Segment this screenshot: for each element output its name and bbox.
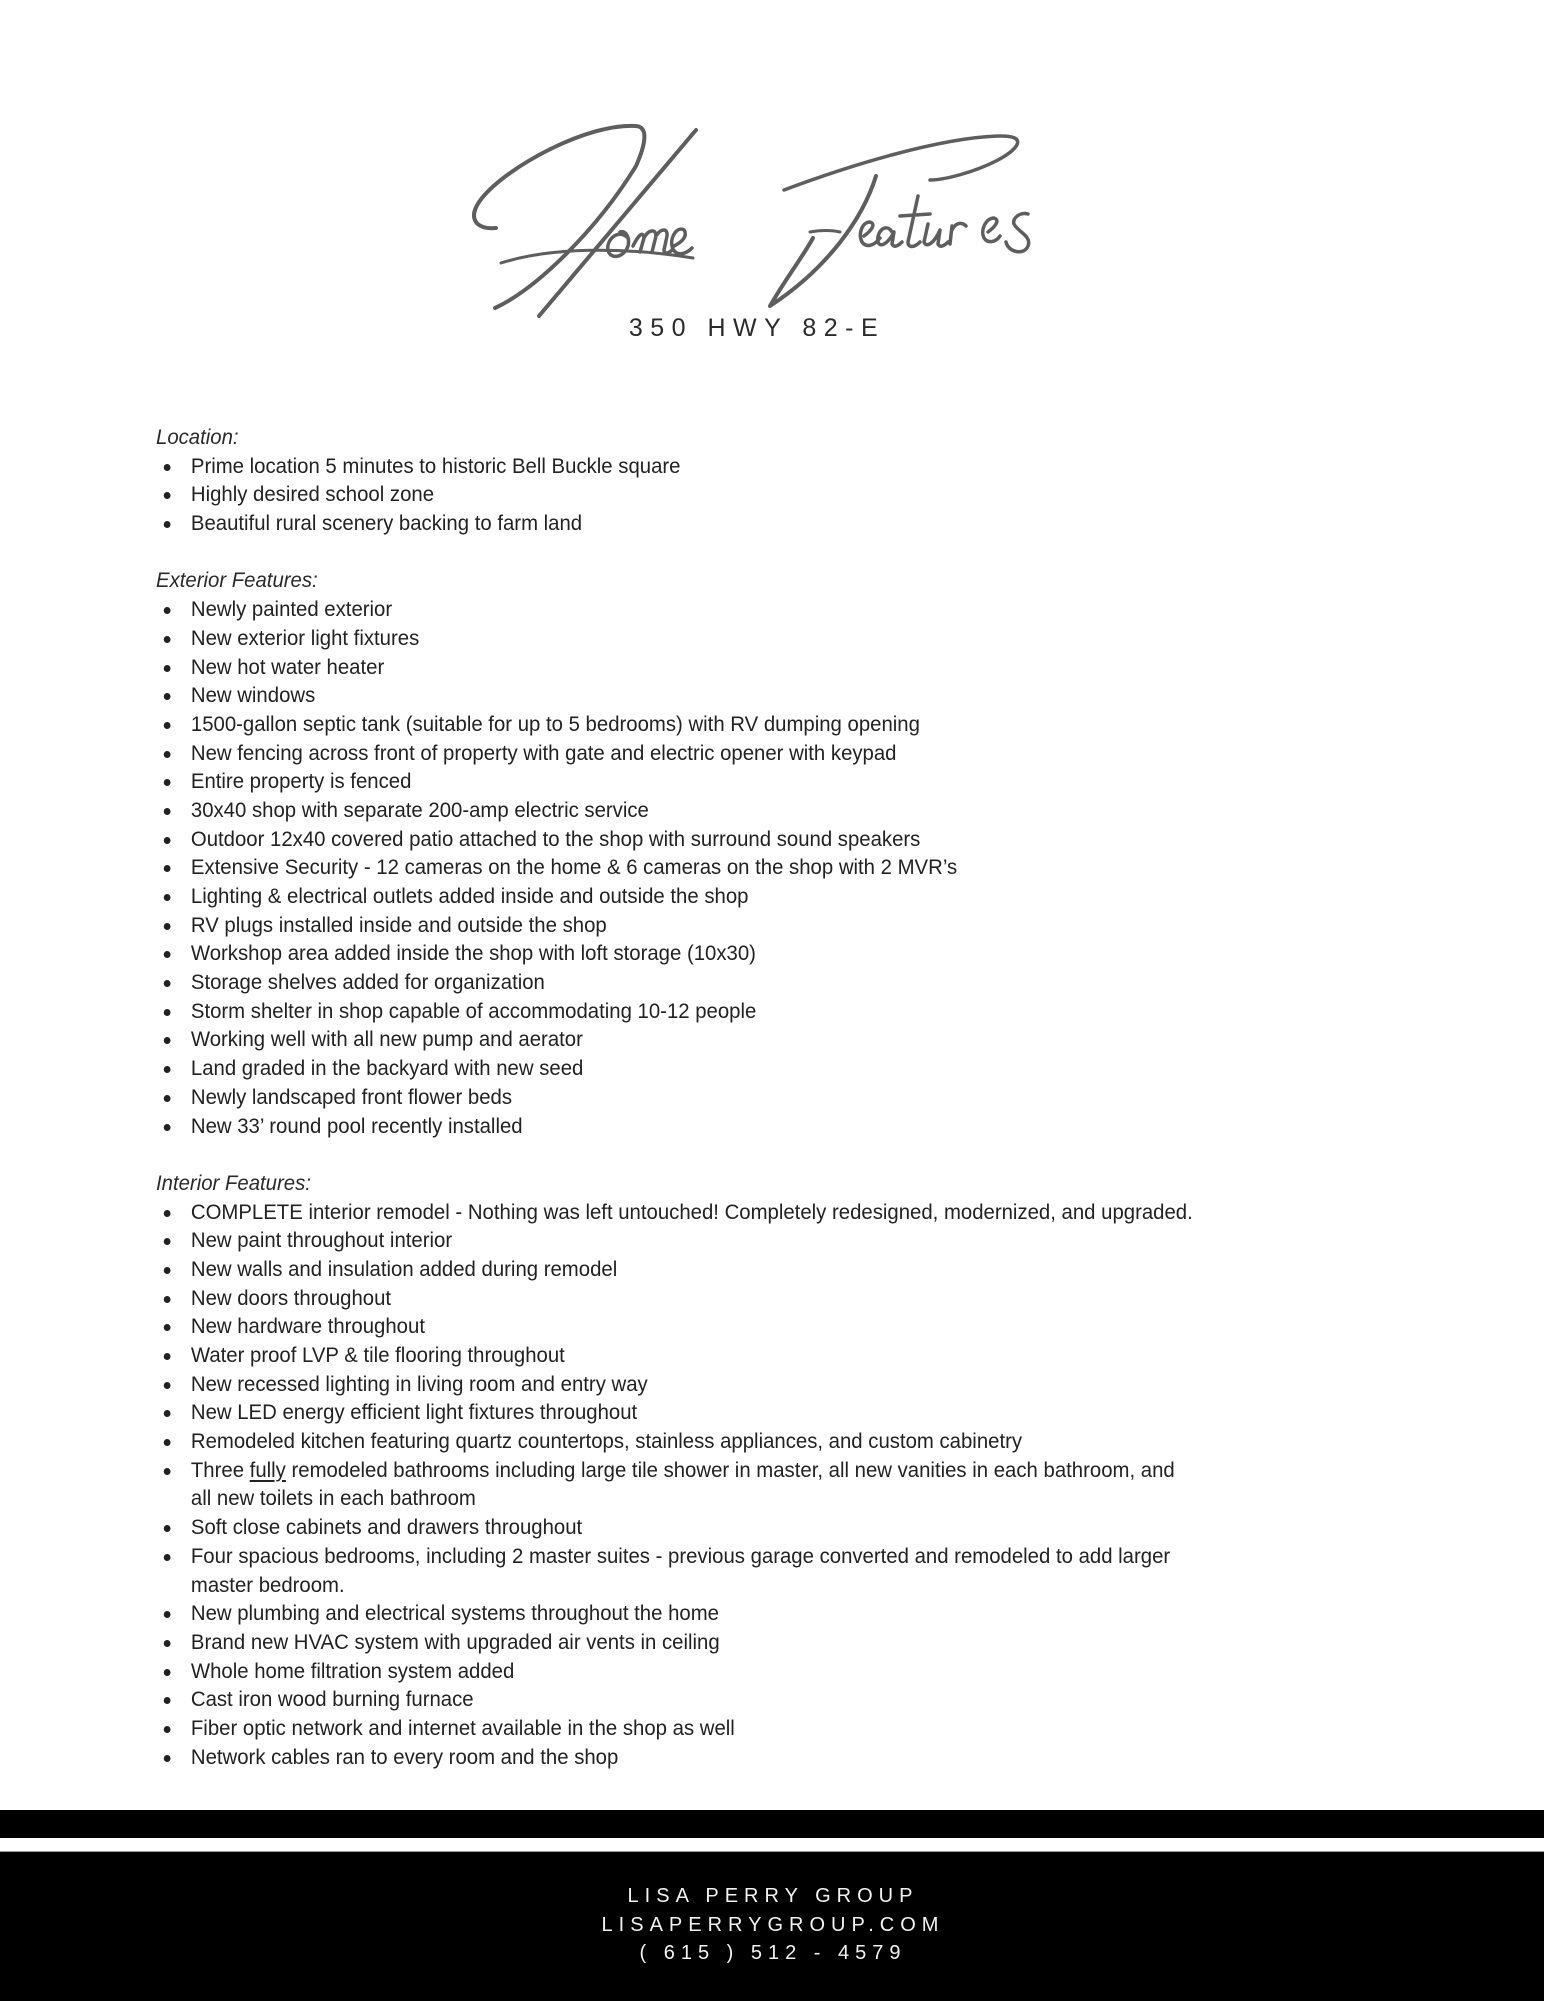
list-item bbox=[156, 596, 1396, 625]
bullet-icon bbox=[164, 1640, 171, 1647]
footer-company-name: LISA PERRY GROUP bbox=[627, 1885, 919, 1907]
list-item bbox=[156, 1629, 1396, 1658]
list-item bbox=[156, 883, 1396, 912]
property-address: 350 HWY 82-E bbox=[628, 314, 886, 342]
list-item bbox=[156, 1026, 1396, 1055]
list-item-text: 30x40 shop with separate 200-amp electric service bbox=[190, 798, 649, 822]
bullet-icon bbox=[164, 837, 171, 844]
bullet-icon bbox=[164, 1124, 171, 1131]
logo-stroke-f-flourish bbox=[784, 136, 1018, 190]
bullet-icon bbox=[164, 865, 171, 872]
list-item-text: New windows bbox=[190, 684, 316, 708]
list-item-text: Highly desired school zone bbox=[190, 483, 435, 507]
list-item-text: Remodeled kitchen featuring quartz countertops, stainless appliances, and custom cabinetry bbox=[190, 1430, 1023, 1454]
list-item-text: master bedroom. bbox=[190, 1573, 345, 1597]
list-item-text: Lighting & electrical outlets added inside and outside the shop bbox=[190, 885, 749, 908]
list-item bbox=[156, 654, 1396, 683]
bullet-icon bbox=[164, 1611, 171, 1618]
list-item-text: New walls and insulation added during remodel bbox=[190, 1257, 618, 1281]
list-item bbox=[156, 1371, 1396, 1400]
list-item-text: New plumbing and electrical systems throughout the home bbox=[190, 1602, 719, 1626]
list-item bbox=[156, 1113, 1396, 1142]
bullet-icon bbox=[164, 1009, 171, 1016]
bullet-icon bbox=[164, 1726, 171, 1733]
list-item-text: COMPLETE interior remodel - Nothing was left untouched! Completely redesigned, modernized, and upgraded. bbox=[190, 1200, 1193, 1224]
list-item-text: New doors throughout bbox=[190, 1286, 392, 1310]
bullet-icon bbox=[164, 1697, 171, 1704]
list-item bbox=[156, 969, 1396, 998]
list-item bbox=[156, 1543, 1396, 1572]
bullet-icon bbox=[164, 808, 171, 815]
list-item bbox=[156, 1313, 1396, 1342]
list-item bbox=[156, 510, 1396, 539]
list-item-text: Entire property is fenced bbox=[190, 770, 412, 794]
bullet-icon bbox=[164, 665, 171, 672]
bullet-icon bbox=[164, 1324, 171, 1331]
list-item-text: New exterior light fixtures bbox=[190, 626, 420, 650]
list-item-text: New LED energy efficient light fixtures throughout bbox=[190, 1401, 638, 1425]
logo-stroke-f-crossbar bbox=[810, 231, 840, 233]
list-item-text: Newly painted exterior bbox=[190, 598, 393, 622]
list-item bbox=[156, 625, 1396, 654]
list-item bbox=[156, 1256, 1396, 1285]
list-item-text: Water proof LVP & tile flooring throughout bbox=[190, 1344, 565, 1367]
list-item-text: Three bbox=[190, 1458, 250, 1482]
list-item bbox=[156, 1227, 1396, 1256]
list-item bbox=[156, 998, 1396, 1027]
list-item bbox=[156, 1342, 1396, 1371]
bullet-icon bbox=[164, 894, 171, 901]
list-item bbox=[156, 1399, 1396, 1428]
list-item-text: New paint throughout interior bbox=[190, 1229, 453, 1253]
list-item bbox=[156, 797, 1396, 826]
bullet-icon bbox=[164, 1037, 171, 1044]
list-item bbox=[156, 1199, 1396, 1228]
list-item bbox=[156, 1285, 1396, 1314]
footer bbox=[0, 1851, 1544, 2001]
list-item bbox=[156, 1084, 1396, 1113]
list-item bbox=[156, 740, 1396, 769]
list-item-text: Soft close cabinets and drawers throughout bbox=[190, 1516, 583, 1540]
list-item bbox=[156, 481, 1396, 510]
home-features-script-logo bbox=[468, 118, 1068, 322]
list-item-text: Beautiful rural scenery backing to farm land bbox=[190, 512, 583, 536]
bullet-icon bbox=[164, 1525, 171, 1532]
list-item bbox=[156, 912, 1396, 941]
bullet-icon bbox=[164, 1554, 171, 1561]
bullet-icon bbox=[164, 1267, 171, 1274]
list-item-text: Whole home filtration system added bbox=[190, 1659, 515, 1683]
list-item-continuation bbox=[156, 1485, 1396, 1514]
list-item bbox=[156, 682, 1396, 711]
list-item bbox=[156, 1715, 1396, 1744]
list-item bbox=[156, 854, 1396, 883]
list-item bbox=[156, 826, 1396, 855]
bullet-icon bbox=[164, 607, 171, 614]
bullet-icon bbox=[164, 1669, 171, 1676]
list-item-text: Brand new HVAC system with upgraded air vents in ceiling bbox=[190, 1630, 720, 1654]
footer-phone-number[interactable]: ( 615 ) 512 - 4579 bbox=[639, 1942, 907, 1964]
list-item-text: Fiber optic network and internet available in the shop as well bbox=[190, 1716, 735, 1740]
list-item-text: all new toilets in each bathroom bbox=[190, 1487, 476, 1511]
bullet-icon bbox=[164, 1439, 171, 1446]
list-item-text: Cast iron wood burning furnace bbox=[190, 1688, 474, 1712]
list-item-text: 1500-gallon septic tank (suitable for up to 5 bedrooms) with RV dumping opening bbox=[190, 712, 920, 736]
spacer bbox=[156, 1141, 1436, 1170]
list-item bbox=[156, 1055, 1396, 1084]
bullet-icon bbox=[164, 1066, 171, 1073]
bullet-icon bbox=[164, 722, 171, 729]
list-item bbox=[156, 768, 1396, 797]
list-item bbox=[156, 711, 1396, 740]
list-item-text: Land graded in the backyard with new seed bbox=[190, 1057, 584, 1081]
list-item bbox=[156, 1428, 1396, 1457]
list-item-text: Four spacious bedrooms, including 2 master suites - previous garage converted and remodeled to add larger bbox=[190, 1544, 1171, 1568]
list-item bbox=[156, 1514, 1396, 1543]
list-item bbox=[156, 1600, 1396, 1629]
list-item bbox=[156, 1658, 1396, 1687]
spacer bbox=[156, 539, 1436, 568]
list-item-text: New hot water heater bbox=[190, 655, 385, 679]
logo-stroke-h-stem bbox=[539, 130, 696, 316]
bullet-icon bbox=[164, 980, 171, 987]
logo-stroke-eatures bbox=[860, 196, 1028, 252]
list-item-text: Extensive Security - 12 cameras on the home & 6 cameras on the shop with 2 MVR’s bbox=[190, 856, 958, 880]
bullet-icon bbox=[164, 492, 171, 499]
bullet-icon bbox=[164, 636, 171, 643]
list-item bbox=[156, 1744, 1396, 1773]
bullet-icon bbox=[164, 521, 171, 528]
bullet-icon bbox=[164, 1238, 171, 1245]
footer-website-link[interactable]: LISAPERRYGROUP.COM bbox=[601, 1914, 945, 1936]
bullet-icon bbox=[164, 1210, 171, 1217]
list-item-text: Outdoor 12x40 covered patio attached to the shop with surround sound speakers bbox=[190, 827, 921, 851]
list-item-text: Storm shelter in shop capable of accommodating 10-12 people bbox=[190, 999, 757, 1023]
bullet-icon bbox=[164, 1296, 171, 1303]
list-item-text: New recessed lighting in living room and entry way bbox=[190, 1372, 648, 1396]
list-item-text: New fencing across front of property with gate and electric opener with keypad bbox=[190, 741, 897, 765]
bullet-icon bbox=[164, 923, 171, 930]
list-item-text: New 33’ round pool recently installed bbox=[190, 1114, 523, 1138]
bullet-icon bbox=[164, 1095, 171, 1102]
bullet-icon bbox=[164, 751, 171, 758]
list-item-text: New hardware throughout bbox=[190, 1315, 425, 1339]
list-item-text: Working well with all new pump and aerator bbox=[190, 1028, 583, 1052]
bullet-icon bbox=[164, 951, 171, 958]
bullet-icon bbox=[164, 1353, 171, 1360]
bullet-icon bbox=[164, 1410, 171, 1417]
list-item-text: RV plugs installed inside and outside the shop bbox=[190, 913, 607, 937]
list-item bbox=[156, 453, 1396, 482]
features-content bbox=[156, 424, 1436, 1772]
section-heading-exterior: Exterior Features: bbox=[156, 569, 318, 593]
list-item-text: remodeled bathrooms including large tile shower in master, all new vanities in each bathroom, and bbox=[285, 1458, 1175, 1482]
list-item-text: Newly landscaped front flower beds bbox=[190, 1085, 513, 1109]
list-item bbox=[156, 940, 1396, 969]
list-item bbox=[156, 1686, 1396, 1715]
section-heading-interior: Interior Features: bbox=[156, 1171, 311, 1195]
list-item-text: Prime location 5 minutes to historic Bell Buckle square bbox=[190, 454, 681, 478]
bullet-icon bbox=[164, 779, 171, 786]
list-item bbox=[156, 1457, 1396, 1486]
list-item-text: Storage shelves added for organization bbox=[190, 971, 545, 995]
list-item-continuation bbox=[156, 1572, 1396, 1601]
list-item-text: Workshop area added inside the shop with loft storage (10x30) bbox=[190, 942, 756, 966]
bullet-icon bbox=[164, 1755, 171, 1762]
list-item-text: Network cables ran to every room and the shop bbox=[190, 1745, 619, 1769]
bullet-icon bbox=[164, 1382, 171, 1389]
bullet-icon bbox=[164, 464, 171, 471]
logo-stroke-h-loop bbox=[474, 126, 644, 308]
script-title-graphic bbox=[468, 118, 1068, 322]
bullet-icon bbox=[164, 1468, 171, 1475]
decorative-black-band bbox=[0, 1810, 1544, 1838]
section-heading-location: Location: bbox=[156, 426, 239, 449]
bullet-icon bbox=[164, 693, 171, 700]
list-item-underlined-text: fully bbox=[249, 1458, 286, 1482]
